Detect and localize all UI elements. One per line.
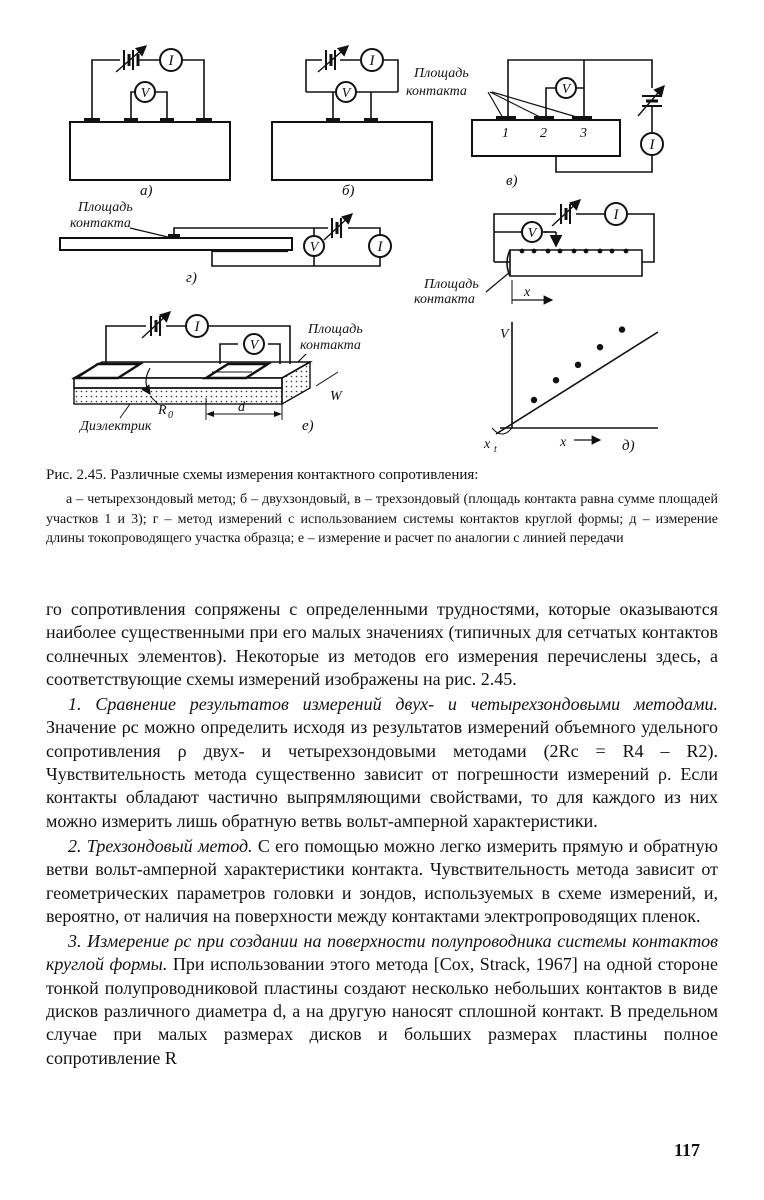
figure-caption-description: а – четырехзондовый метод; б – двухзондовый, в – трехзондовый (площадь контакта равна сумме площадей участков 1 и 3); г – метод измерений с использованием системы контактов круглой формы; д – измерение длины токопроводящего участка образца; е – измерение и расчет по аналогии с линией передачи (46, 492, 718, 546)
svg-text:1: 1 (502, 126, 509, 141)
svg-text:V: V (527, 226, 537, 241)
svg-text:контакта: контакта (406, 84, 467, 99)
plot-point-1 (531, 397, 537, 403)
paragraph-3-text: С его помощью можно легко измерить прямую и обратную ветви вольт-амперной характеристики контакта. Чувствительность метода зависит от геометрических параметров головки и зондов, используемых в схеме измерений, и, вероятно, от наличия на поверхности между контактами электропроводящих пленок. (46, 835, 718, 926)
svg-text:I: I (613, 207, 619, 223)
page-number: 117 (674, 1140, 701, 1160)
svg-text:x: x (484, 437, 491, 452)
svg-text:Диэлектрик: Диэлектрик (80, 419, 152, 434)
svg-text:I: I (369, 53, 375, 69)
diagram-g (60, 200, 391, 286)
axis-v-label: V (500, 327, 509, 342)
plot-d (483, 322, 658, 455)
svg-text:3: 3 (580, 126, 587, 141)
svg-text:V: V (140, 86, 150, 101)
svg-text:t: t (494, 444, 497, 455)
svg-text:Площадь: Площадь (414, 66, 469, 81)
svg-text:2: 2 (540, 126, 547, 141)
paragraph-3 (46, 835, 718, 928)
figure-2-45 (0, 0, 764, 465)
svg-text:V: V (249, 338, 259, 353)
paragraph-1: го сопротивления сопряжены с определенными трудностями, которые оказываются наиболее существенными при его малых значениях (типичных для сетчатых контактов солнечных элементов). Некоторые из методов его измерения перечислены здесь, а соответствующие схемы измерений изображены на рис. 2.45. (46, 599, 718, 689)
svg-text:V: V (561, 82, 571, 97)
plot-point-3 (575, 362, 581, 368)
paragraph-4-text: При использовании этого метода [Cox, Strack, 1967] на одной стороне тонкой полупроводниковой пластины создают несколько небольших контактов в виде дисков различного диаметра d, а на другую наносят сплошной контакт. В предельном случае при малых размерах дисков и больших размерах пластины полное сопротивление R (46, 954, 718, 1068)
svg-text:в): в) (506, 173, 518, 189)
svg-text:I: I (377, 239, 383, 255)
svg-text:е): е) (302, 418, 314, 434)
svg-text:V: V (341, 86, 351, 101)
diagram-v (406, 60, 664, 189)
diagram-e (74, 312, 363, 434)
fit-line (496, 332, 658, 434)
svg-text:W: W (330, 389, 342, 404)
diagram-b (272, 46, 432, 199)
diagram-a (70, 46, 230, 199)
plot-point-5 (619, 326, 625, 332)
paragraph-4 (46, 930, 718, 1070)
svg-text:Площадь: Площадь (424, 277, 479, 292)
body-text (46, 598, 718, 1072)
svg-text:V: V (309, 240, 319, 255)
paragraph-3-title: 2. Трехзондовый метод. (68, 835, 253, 856)
svg-text:R: R (158, 403, 167, 418)
svg-text:б): б) (342, 183, 355, 199)
svg-text:г): г) (186, 270, 197, 286)
paragraph-2 (46, 693, 718, 833)
paragraph-2-text: Значение ρc можно определить исходя из результатов измерений объемного удельного сопротивления ρ двух- и четырехзондовыми методами (2Rc = R4 – R2). Чувствительность метода существенно зависит от погрешности измерений ρ. Если контакты обладают частично выпрямляющими свойствами, то для каждого из них можно измерить лишь обратную ветвь вольт-амперной характеристики. (46, 717, 718, 831)
svg-text:а): а) (140, 183, 153, 199)
paragraph-4-title: 3. Измерение ρc при создании на поверхности полупроводника системы контактов круглой формы. (46, 931, 718, 975)
svg-text:d: d (238, 400, 245, 415)
svg-text:контакта: контакта (300, 338, 361, 353)
svg-text:Площадь: Площадь (78, 200, 133, 215)
svg-text:I: I (168, 53, 174, 69)
svg-text:Площадь: Площадь (308, 322, 363, 337)
svg-text:д): д) (622, 438, 635, 454)
figure-caption-title: Рис. 2.45. Различные схемы измерения контактного сопротивления: (46, 467, 479, 483)
plot-point-2 (553, 377, 559, 383)
svg-text:x: x (524, 285, 531, 300)
axis-x-label: x (560, 435, 567, 450)
svg-text:контакта: контакта (70, 216, 131, 231)
svg-text:I: I (194, 319, 200, 335)
svg-text:0: 0 (168, 410, 173, 421)
plot-point-4 (597, 344, 603, 350)
svg-text:I: I (649, 137, 655, 153)
svg-text:контакта: контакта (414, 292, 475, 307)
paragraph-2-title: 1. Сравнение результатов измерений двух- и четырехзондовыми методами. (68, 694, 718, 715)
diagram-d-circuit (414, 200, 654, 307)
